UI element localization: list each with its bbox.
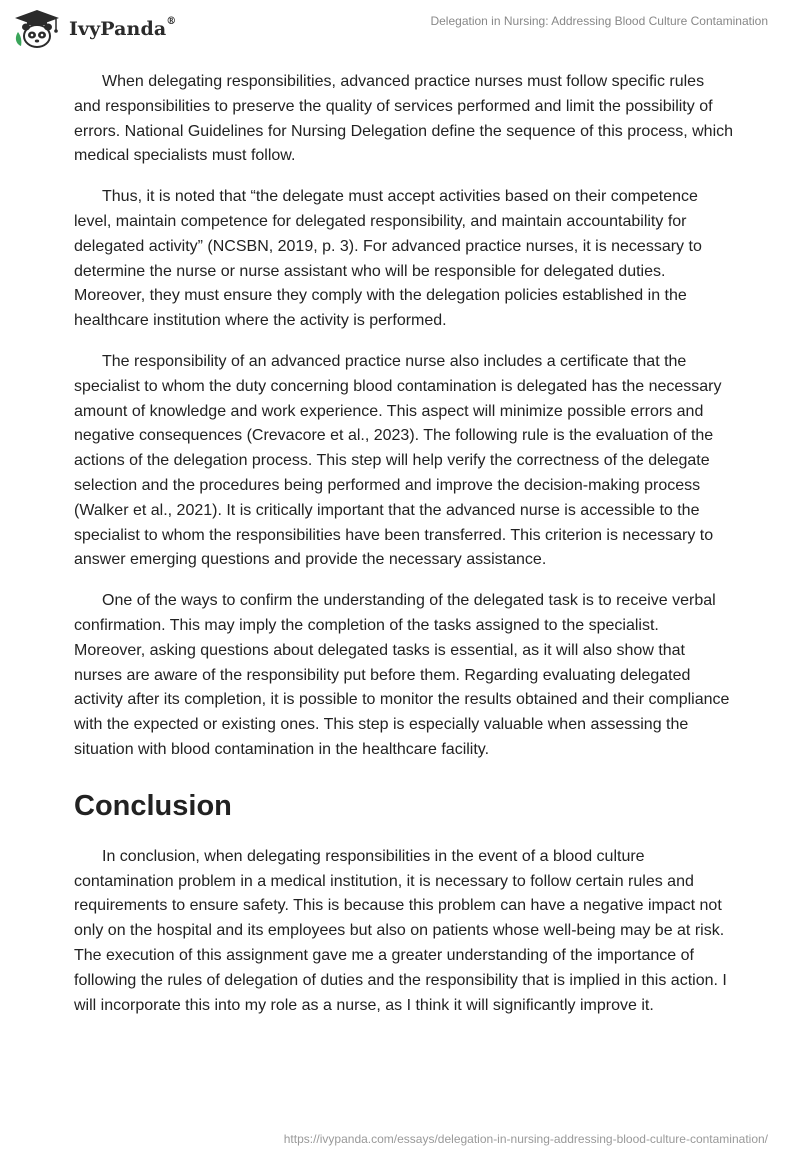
page-header — [0, 0, 800, 60]
paragraph: When delegating responsibilities, advanced practice nurses must follow specific rules and responsibilities to preserve the quality of services performed and limit the possibility of errors. National Guidelines for Nursing Delegation define the sequence of this process, which medical specialists must follow. — [74, 73, 734, 165]
registered-mark: ® — [166, 16, 177, 27]
conclusion-paragraph: In conclusion, when delegating responsibilities in the event of a blood culture contamination problem in a medical institution, it is necessary to follow certain rules and requirements to ensure safety. This is because this problem can have a negative impact not only on the hospital and its employees but also on patients whose well-being may be at risk. The execution of this assignment gave me a greater understanding of the importance of following the rules of delegation of duties and the responsibility that is implied in this action. I will incorporate this into my role as a nurse, as I think it will significantly improve it. — [74, 847, 727, 1014]
paragraph: The responsibility of an advanced practice nurse also includes a certificate that the specialist to whom the duty concerning blood contamination is delegated has the necessary amount of knowledge and work experience. This aspect will minimize possible errors and negative consequences (Crevacore et al., 2023). The following rule is the evaluation of the actions of the delegation process. This step will help verify the correctness of the delegate selection and the procedures being performed and improve the decision-making process (Walker et al., 2021). It is critically important that the advanced nurse is accessible to the specialist to whom the responsibilities have been transferred. This criterion is necessary to answer emerging questions and provide the necessary assistance. — [74, 352, 722, 569]
panda-graduate-icon — [12, 8, 62, 50]
essay-body — [74, 70, 734, 1034]
brand-name: IvyPanda® — [69, 16, 177, 40]
document-title: Delegation in Nursing: Addressing Blood Culture Contamination — [430, 14, 768, 28]
conclusion-heading: Conclusion — [74, 789, 232, 822]
paragraph: One of the ways to confirm the understanding of the delegated task is to receive verbal confirmation. This may imply the completion of the tasks assigned to the specialist. Moreover, asking questions about delegated tasks is essential, as it will also show that nurses are aware of the responsibility put before them. Regarding evaluating delegated activity after its completion, it is possible to monitor the results obtained and their compliance with the expected or existing ones. This step is especially valuable when assessing the situation with blood contamination in the healthcare facility. — [74, 592, 730, 758]
ivypanda-logo[interactable] — [12, 8, 176, 50]
source-url-link[interactable]: https://ivypanda.com/essays/delegation-in-nursing-addressing-blood-culture-contamination/ — [283, 1132, 768, 1146]
paragraph: Thus, it is noted that “the delegate must accept activities based on their competence level, maintain competence for delegated responsibility, and maintain accountability for delegated activity” (NCSBN, 2019, p. 3). For advanced practice nurses, it is necessary to determine the nurse or nurse assistant who will be responsible for delegated duties. Moreover, they must ensure they comply with the delegation policies established in the healthcare institution where the activity is performed. — [74, 188, 702, 330]
